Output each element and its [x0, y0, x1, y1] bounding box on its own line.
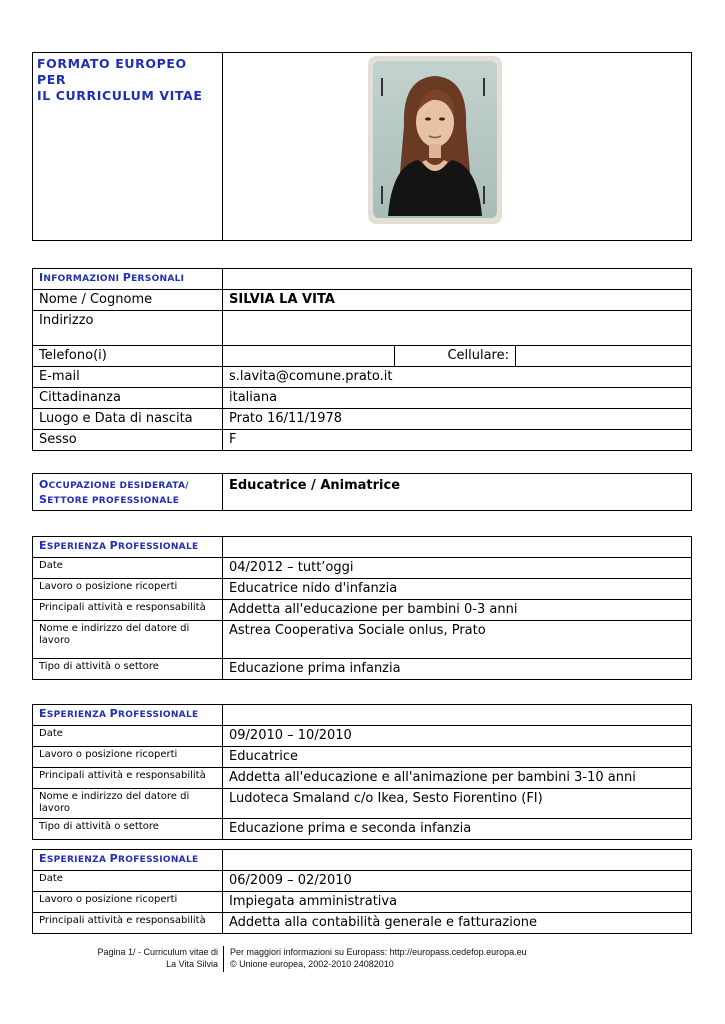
personal-info-heading — [33, 269, 223, 290]
heading-cap: P — [109, 539, 119, 552]
activities-label: Principali attività e responsabilità — [33, 600, 223, 621]
address-value — [223, 311, 692, 346]
experience-table-3 — [32, 849, 692, 934]
employer-label: Nome e indirizzo del datore di lavoro — [33, 621, 223, 659]
occupation-value: Educatrice / Animatrice — [223, 474, 692, 511]
date-value: 06/2009 – 02/2010 — [223, 871, 692, 892]
sex-label: Sesso — [33, 430, 223, 451]
date-label: Date — [33, 726, 223, 747]
sector-label: Tipo di attività o settore — [33, 659, 223, 680]
heading-rest: ROFESSIONALE — [118, 855, 199, 865]
date-label: Date — [33, 871, 223, 892]
name-value: SILVIA LA VITA — [223, 290, 692, 311]
portrait-photo — [368, 56, 502, 224]
footer-owner: La Vita Silvia — [166, 959, 218, 969]
sector-label: Tipo di attività o settore — [33, 819, 223, 840]
date-value: 04/2012 – tutt’oggi — [223, 558, 692, 579]
heading-cap: P — [109, 852, 119, 865]
activities-value: Addetta alla contabilità generale e fatturazione — [223, 913, 692, 934]
role-label: Lavoro o posizione ricoperti — [33, 579, 223, 600]
heading-rest: NFORMAZIONI — [43, 274, 123, 284]
heading-rest: SPERIENZA — [46, 542, 110, 552]
birth-value: Prato 16/11/1978 — [223, 409, 692, 430]
cv-title-line2: IL CURRICULUM VITAE — [37, 88, 203, 103]
role-value: Educatrice — [223, 747, 692, 768]
footer-divider — [223, 946, 224, 972]
heading-cap: E — [39, 539, 47, 552]
citizenship-value: italiana — [223, 388, 692, 409]
employer-label: Nome e indirizzo del datore di lavoro — [33, 789, 223, 819]
heading-cap: E — [39, 707, 47, 720]
mobile-label: Cellulare: — [395, 346, 516, 367]
mobile-value — [516, 346, 692, 367]
heading-rest: SPERIENZA — [46, 710, 110, 720]
phone-label: Telefono(i) — [33, 346, 223, 367]
heading-rest: CCUPAZIONE DESIDERATA/ — [48, 481, 189, 491]
sex-value: F — [223, 430, 692, 451]
role-label: Lavoro o posizione ricoperti — [33, 892, 223, 913]
footer-right — [230, 946, 560, 970]
experience-table-1 — [32, 536, 692, 680]
heading-rest: ETTORE PROFESSIONALE — [47, 496, 180, 506]
heading-cap: O — [39, 478, 49, 491]
experience-heading — [33, 705, 223, 726]
occupation-heading — [33, 474, 223, 511]
heading-cap: P — [109, 707, 119, 720]
heading-rest: ERSONALI — [131, 274, 185, 284]
employer-value: Astrea Cooperativa Sociale onlus, Prato — [223, 621, 692, 659]
activities-value: Addetta all'educazione per bambini 0-3 anni — [223, 600, 692, 621]
header-block — [32, 52, 692, 241]
footer-page-info: Pagina 1/ - Curriculum vitae di — [97, 947, 218, 957]
heading-rest: ROFESSIONALE — [118, 542, 199, 552]
role-value: Educatrice nido d'infanzia — [223, 579, 692, 600]
role-label: Lavoro o posizione ricoperti — [33, 747, 223, 768]
sector-value: Educazione prima e seconda infanzia — [223, 819, 692, 840]
heading-rest: ROFESSIONALE — [118, 710, 199, 720]
heading-cap: P — [122, 271, 132, 284]
footer-left — [90, 946, 218, 970]
activities-label: Principali attività e responsabilità — [33, 768, 223, 789]
heading-rest: SPERIENZA — [46, 855, 110, 865]
footer-copyright: © Unione europea, 2002-2010 24082010 — [230, 959, 394, 969]
date-label: Date — [33, 558, 223, 579]
date-value: 09/2010 – 10/2010 — [223, 726, 692, 747]
email-label: E-mail — [33, 367, 223, 388]
phone-value — [223, 346, 395, 367]
birth-label: Luogo e Data di nascita — [33, 409, 223, 430]
name-label: Nome / Cognome — [33, 290, 223, 311]
employer-value: Ludoteca Smaland c/o Ikea, Sesto Fiorentino (FI) — [223, 789, 692, 819]
footer-europass-info: Per maggiori informazioni su Europass: http://europass.cedefop.europa.eu — [230, 947, 527, 957]
heading-cap: E — [39, 852, 47, 865]
cv-title-line1: FORMATO EUROPEO PER — [37, 56, 187, 87]
experience-table-2 — [32, 704, 692, 840]
heading-cap: S — [39, 493, 48, 506]
photo-cell — [223, 53, 692, 241]
heading-cap: I — [39, 271, 44, 284]
citizenship-label: Cittadinanza — [33, 388, 223, 409]
email-value: s.lavita@comune.prato.it — [223, 367, 692, 388]
personal-info-table — [32, 268, 692, 451]
role-value: Impiegata amministrativa — [223, 892, 692, 913]
activities-label: Principali attività e responsabilità — [33, 913, 223, 934]
activities-value: Addetta all'educazione e all'animazione per bambini 3-10 anni — [223, 768, 692, 789]
sector-value: Educazione prima infanzia — [223, 659, 692, 680]
experience-heading — [33, 850, 223, 871]
occupation-table — [32, 473, 692, 511]
experience-heading — [33, 537, 223, 558]
address-label: Indirizzo — [33, 311, 223, 346]
cv-title — [33, 53, 223, 241]
